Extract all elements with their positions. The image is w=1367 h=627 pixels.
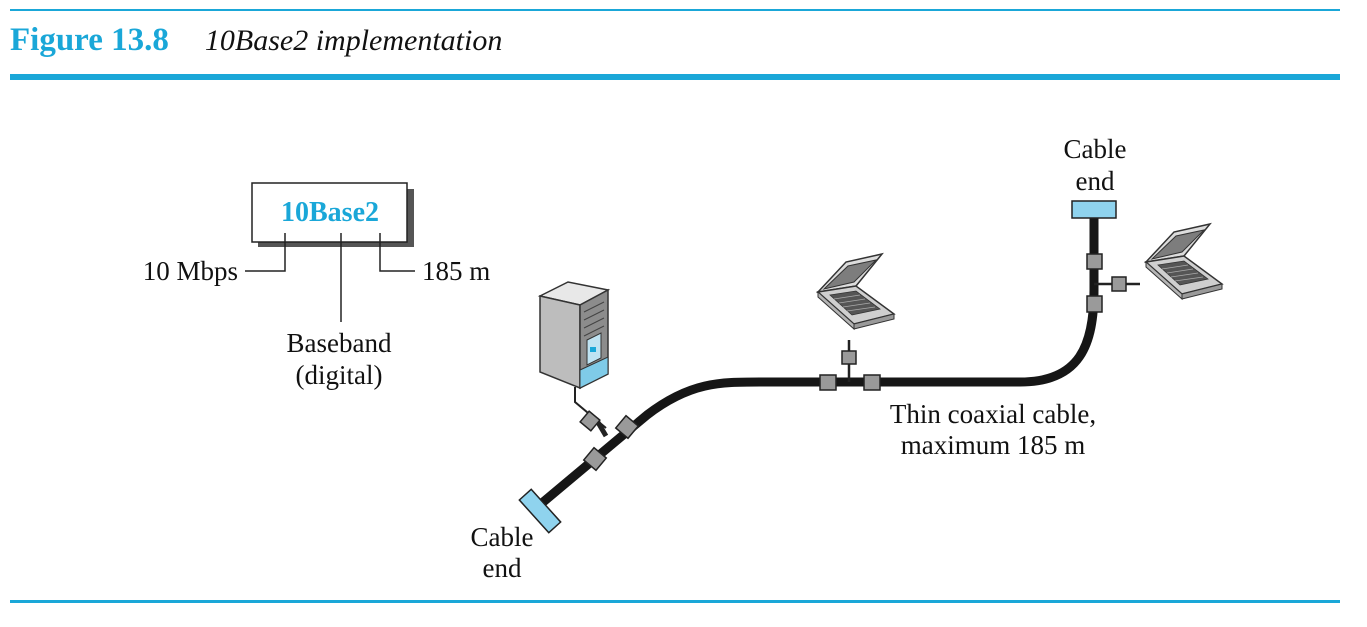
laptop-icon: [818, 254, 894, 329]
bottom-rule: [10, 600, 1340, 603]
legend-baseband-label: Baseband: [286, 328, 392, 358]
legend-digital-label: (digital): [295, 360, 383, 390]
legend-length-label: 185 m: [422, 256, 491, 286]
cable-end-bottom-label-1: Cable: [470, 522, 534, 552]
legend-rate-label: 10 Mbps: [142, 256, 238, 286]
cable-end-terminator-top: [1072, 201, 1116, 218]
cable-end-bottom-label-2: end: [482, 553, 522, 583]
legend-box: [143, 183, 491, 390]
server-icon: [540, 282, 608, 388]
cable-end-top-label-2: end: [1075, 166, 1115, 196]
laptop-icon: [1146, 224, 1222, 299]
legend-box-label: 10Base2: [281, 197, 379, 228]
cable-label-2: maximum 185 m: [900, 430, 1086, 460]
figure-title: 10Base2 implementation: [204, 24, 503, 57]
figure-number: Figure 13.8: [10, 22, 169, 58]
cable-label-1: Thin coaxial cable,: [889, 399, 1097, 429]
cable-end-top-label-1: Cable: [1063, 134, 1127, 164]
server-t-connector: [580, 411, 638, 470]
right-t-connector: [1087, 254, 1140, 312]
